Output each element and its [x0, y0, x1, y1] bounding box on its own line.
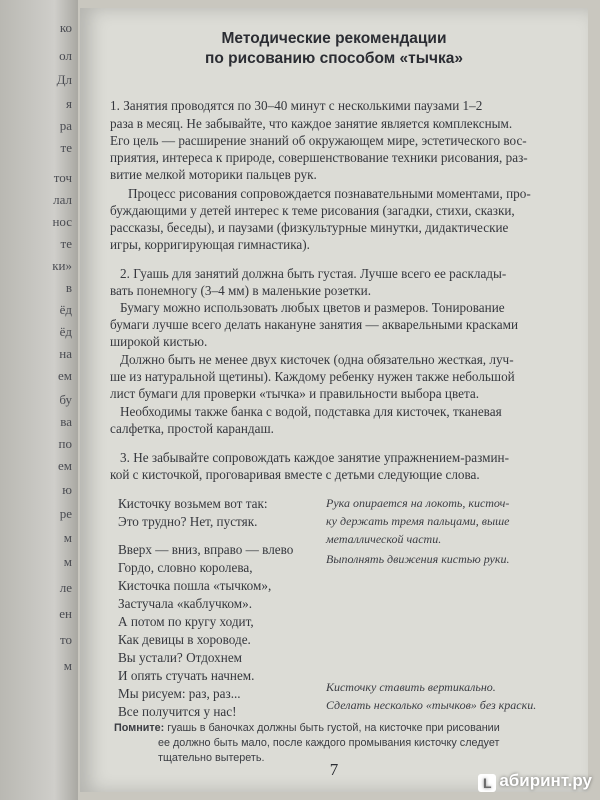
- text-line: вать понемногу (3–4 мм) в маленькие розетки.: [110, 283, 371, 298]
- margin-note: ку держать тремя пальцами, выше: [326, 514, 510, 528]
- left-fragment: ол: [59, 48, 72, 63]
- margin-note: металлической части.: [326, 532, 442, 546]
- left-page-edge: [0, 0, 78, 800]
- margin-note: Выполнять движения кистью руки.: [326, 552, 510, 566]
- text-line: Бумагу можно использовать любых цветов и размеров. Тонирование: [120, 300, 505, 315]
- left-fragment: ле: [59, 580, 72, 595]
- poem-line: Вы устали? Отдохнем: [118, 650, 243, 665]
- left-fragment: ю: [62, 482, 72, 497]
- remember-label: Помните:: [114, 722, 165, 734]
- poem-line: Кисточка пошла «тычком»,: [118, 578, 272, 593]
- text-line: рассказы, беседы), и паузами (физкультурные минутки, дидактические: [110, 220, 509, 235]
- margin-note: Сделать несколько «тычков» без краски.: [326, 698, 537, 712]
- poem-line: Кисточку возьмем вот так:: [118, 496, 268, 511]
- left-fragment: Дл: [56, 72, 72, 87]
- text-line: кой с кисточкой, проговаривая вместе с детьми следующие слова.: [110, 467, 480, 482]
- remember-line-3: тщательно вытереть.: [158, 752, 265, 764]
- left-fragment: ре: [59, 506, 72, 521]
- text-line: 2. Гуашь для занятий должна быть густая. Лучше всего ее расклады-: [120, 266, 507, 281]
- left-fragment: нос: [52, 214, 72, 229]
- watermark: [478, 771, 592, 792]
- text-line: широкой кистью.: [110, 334, 208, 349]
- text-line: Процесс рисования сопровождается познавательными моментами, про-: [128, 186, 531, 201]
- text-line: Его цель — расширение знаний об окружающем мире, эстетического вос-: [110, 133, 527, 148]
- left-fragment: на: [59, 346, 72, 361]
- text-line: ше из натуральной щетины). Каждому ребенку нужен также небольшой: [110, 369, 515, 384]
- margin-note: Рука опирается на локоть, кисточ-: [326, 496, 510, 510]
- left-fragment: м: [63, 530, 72, 545]
- text-line: витие мелкой моторики пальцев рук.: [110, 167, 317, 182]
- text-line: салфетка, простой карандаш.: [110, 421, 274, 436]
- text-line: 1. Занятия проводятся по 30–40 минут с несколькими паузами 1–2: [110, 98, 483, 113]
- left-fragment: те: [60, 140, 72, 155]
- left-fragment: по: [58, 436, 72, 451]
- title-line-1: Методические рекомендации: [221, 30, 447, 47]
- left-fragment: м: [63, 658, 72, 673]
- poem-line: И опять стучать начнем.: [118, 668, 255, 683]
- left-fragment: я: [66, 96, 72, 111]
- margin-note: Кисточку ставить вертикально.: [326, 680, 496, 694]
- book-page: [80, 8, 588, 792]
- text-line: бумаги лучше всего делать накануне занятия — акварельными красками: [110, 317, 519, 332]
- left-fragment: м: [63, 554, 72, 569]
- left-fragment: в: [65, 280, 72, 295]
- text-line: 3. Не забывайте сопровождать каждое занятие упражнением-размин-: [120, 450, 509, 465]
- title-line-2: по рисованию способом «тычка»: [205, 50, 463, 67]
- left-fragment: ёд: [59, 324, 72, 339]
- text-line: приятия, интереса к природе, совершенствование техники рисования, раз-: [110, 150, 528, 165]
- text-line: раза в месяц. Не забывайте, что каждое занятие является комплексным.: [110, 116, 513, 131]
- left-fragment: ва: [60, 414, 72, 429]
- left-fragment: бу: [59, 392, 72, 407]
- labirint-logo-icon: L: [478, 774, 496, 792]
- text-line: Необходимы также банка с водой, подставка для кисточек, тканевая: [120, 404, 502, 419]
- left-fragment: лал: [53, 192, 72, 207]
- left-fragment: точ: [53, 170, 72, 185]
- text-line: буждающими у детей интерес к теме рисования (загадки, стихи, сказки,: [110, 203, 515, 218]
- left-fragment: те: [60, 236, 72, 251]
- left-fragment: ра: [59, 118, 72, 133]
- poem-line: Застучала «каблучком».: [118, 596, 252, 611]
- left-fragment: ко: [59, 20, 72, 35]
- poem-line: Это трудно? Нет, пустяк.: [118, 514, 258, 529]
- poem-line: А потом по кругу ходит,: [118, 614, 254, 629]
- remember-line-2: ее должно быть мало, после каждого промывания кисточку следует: [158, 737, 500, 749]
- left-fragment: ки»: [52, 258, 72, 273]
- left-fragment: ен: [59, 606, 72, 621]
- poem-line: Гордо, словно королева,: [118, 560, 253, 575]
- poem-line: Вверх — вниз, вправо — влево: [118, 542, 294, 557]
- remember-text: гуашь в баночках должны быть густой, на кисточке при рисовании: [167, 722, 500, 734]
- text-line: игры, корригирующая гимнастика).: [110, 237, 310, 252]
- page-number: 7: [329, 760, 339, 779]
- left-fragment: ёд: [59, 302, 72, 317]
- remember-line-1: [114, 722, 500, 734]
- text-line: Должно быть не менее двух кисточек (одна обязательно жесткая, луч-: [120, 352, 514, 367]
- left-fragment: ем: [58, 458, 72, 473]
- poem-line: Все получится у нас!: [118, 704, 237, 719]
- watermark-text: абиринт.ру: [499, 771, 592, 790]
- left-fragment: то: [59, 632, 72, 647]
- poem-line: Мы рисуем: раз, раз...: [118, 686, 241, 701]
- poem-line: Как девицы в хороводе.: [118, 632, 251, 647]
- text-line: лист бумаги для проверки «тычка» и правильности выбора цвета.: [110, 386, 480, 401]
- left-fragment: ем: [58, 368, 72, 383]
